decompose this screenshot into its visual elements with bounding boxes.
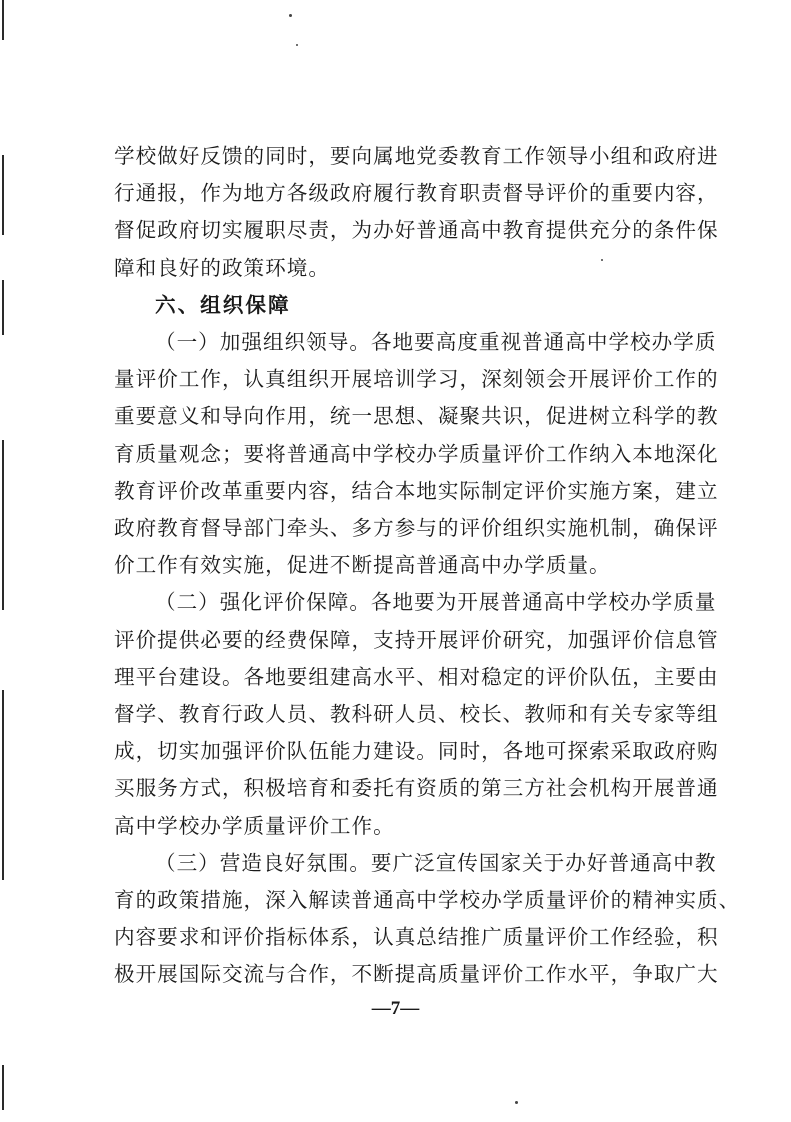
scan-mark [2,440,4,610]
paragraph [114,584,719,844]
text-line: 行通报，作为地方各级政府履行教育职责督导评价的重要内容， [114,181,719,206]
text-line: （三）营造良好氛围。要广泛宣传国家关于办好普通高中教 [155,850,717,875]
paragraph [114,845,741,994]
text-line: 极开展国际交流与合作，不断提高质量评价工作水平，争取广大 [114,962,719,987]
body-text [114,138,741,994]
text-line: 量评价工作，认真组织开展培训学习，深刻领会开展评价工作的 [114,367,719,392]
scan-mark [2,0,4,40]
scan-dot [289,14,292,17]
text-line: 督促政府切实履职尽责，为办好普通高中教育提供充分的条件保 [114,218,719,243]
text-line: 重要意义和导向作用，统一思想、凝聚共识，促进树立科学的教 [114,404,719,429]
text-line: 买服务方式，积极培育和委托有资质的第三方社会机构开展普通 [114,776,719,801]
text-line: 督学、教育行政人员、教科研人员、校长、教师和有关专家等组 [114,702,719,727]
text-line: 育的政策措施，深入解读普通高中学校办学质量评价的精神实质、 [114,888,741,913]
text-line: （二）强化评价保障。各地要为开展普通高中学校办学质量 [155,590,717,615]
scan-dot [296,44,298,46]
text-line: 内容要求和评价指标体系，认真总结推广质量评价工作经验，积 [114,925,719,950]
paragraph [114,324,719,584]
scan-mark [2,1065,4,1110]
text-line: 成，切实加强评价队伍能力建设。同时，各地可探索采取政府购 [114,739,719,764]
text-line: 理平台建设。各地要组建高水平、相对稳定的评价队伍，主要由 [114,664,719,689]
section-heading: 六、组织保障 [155,292,291,317]
scan-mark [2,280,4,335]
page-number: —7— [371,998,420,1019]
text-line: （一）加强组织领导。各地要高度重视普通高中学校办学质 [155,330,717,355]
text-line: 高中学校办学质量评价工作。 [114,813,395,838]
text-line: 教育评价改革重要内容，结合本地实际制定评价实施方案，建立 [114,478,719,503]
paragraph [114,138,719,287]
scan-dot [515,1101,518,1104]
text-line: 育质量观念；要将普通高中学校办学质量评价工作纳入本地深化 [114,441,719,466]
scan-mark [2,155,4,235]
text-line: 价工作有效实施，促进不断提高普通高中办学质量。 [114,553,611,578]
scan-mark [2,690,4,880]
text-line: 政府教育督导部门牵头、多方参与的评价组织实施机制，确保评 [114,516,719,541]
text-line: 评价提供必要的经费保障，支持开展评价研究，加强评价信息管 [114,627,719,652]
text-line: 学校做好反馈的同时，要向属地党委教育工作领导小组和政府进 [114,144,719,168]
text-line: 障和良好的政策环境。 [114,255,330,280]
